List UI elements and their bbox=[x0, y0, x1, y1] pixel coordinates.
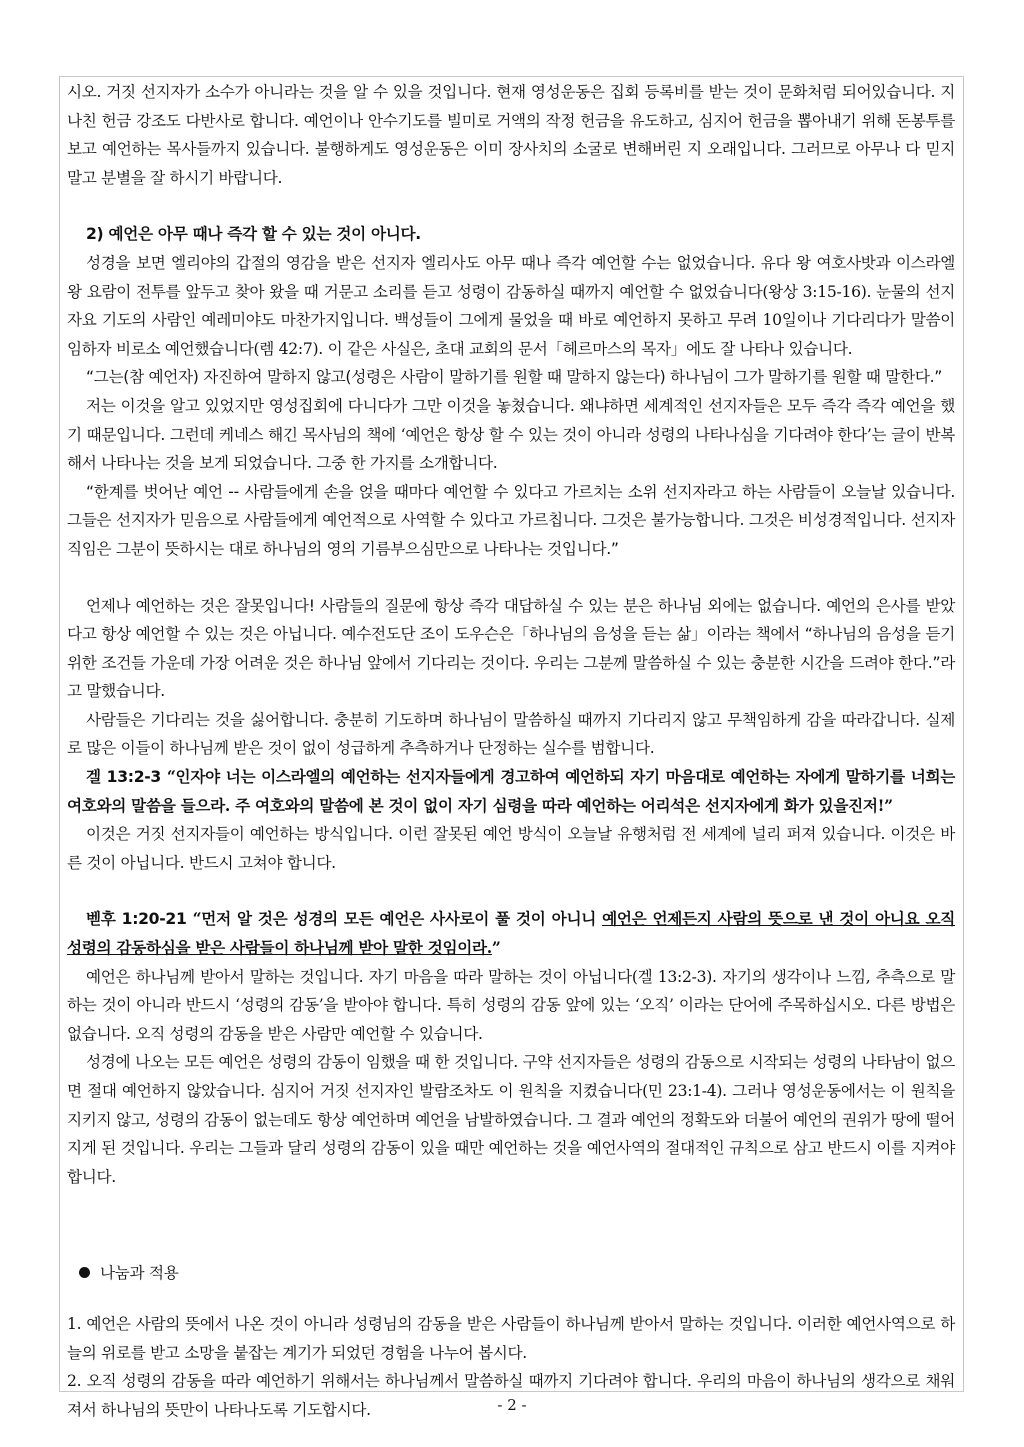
paragraph-all-prophecy: 성경에 나오는 모든 예언은 성령의 감동이 임했을 때 한 것입니다. 구약 선지자들은 성령의 감동으로 시작되는 성령의 나타남이 없으면 절대 예언하지 않았습니다. 심지어 거짓 선지자인 발람조차도 이 원칙을 지켰습니다(민 23:1-4). 그러나 영성운동에서는 이 원칙을 지키지 않고, 성령의 감동이 없는데도 항상 예언하며 예언을 남발하였습니다. 그 결과 예언의 정확도와 더불어 예언의 권위가 땅에 떨어지게 된 것입니다. 우리는 그들과 달리 성령의 감동이 있을 때만 예언하는 것을 예언사역의 절대적인 규칙으로 삼고 반드시 이를 지켜야 합니다. bbox=[67, 1053, 955, 1186]
question-1: 1. 예언은 사람의 뜻에서 나온 것이 아니라 성령님의 감동을 받은 사람들이 하나님께 받아서 말하는 것입니다. 이러한 예언사역으로 하늘의 위로를 받고 소망을 붙잡는 계기가 되었던 경험을 나누어 봅시다. bbox=[67, 1314, 955, 1362]
scripture-ref-ezekiel: 겔 13:2-3 bbox=[86, 768, 161, 787]
paragraph-always: 언제나 예언하는 것은 잘못입니다! 사람들의 질문에 항상 즉각 대답하실 수 있는 분은 하나님 외에는 없습니다. 예언의 은사를 받았다고 항상 예언할 수 있는 것은 아닙니다. 예수전도단 조이 도우슨은「하나님의 음성을 듣는 삶」이라는 책에서 “하나님의 음성을 듣기 위한 조건들 가운데 가장 어려운 것은 하나님 앞에서 기다리는 것이다. 우리는 그분께 말씀하실 수 있는 충분한 시간을 드려야 한다.”라고 말했습니다. bbox=[67, 596, 955, 701]
scripture-ref-peter: 벧후 1:20-21 bbox=[86, 910, 187, 929]
quote-hermas: “그는(참 예언자) 자진하여 말하지 않고(성령은 사람이 말하기를 원할 때 말하지 않는다) 하나님이 그가 말하기를 원할 때 말한다.” bbox=[86, 368, 943, 387]
sharing-heading bbox=[67, 1259, 955, 1288]
quote-hagin: “한계를 벗어난 예언 -- 사람들에게 손을 얹을 때마다 예언할 수 있다고 가르치는 소위 선지자라고 하는 사람들이 오늘날 있습니다. 그들은 선지자가 믿음으로 사람들에게 예언적으로 사역할 수 있다고 가르칩니다. 그것은 불가능합니다. 그것은 비성경적입니다. 선지자 직임은 그분이 뜻하시는 대로 하나님의 영의 기름부으심만으로 나타나는 것입니다.” bbox=[67, 482, 955, 558]
scripture-text-peter-underlined: 예언은 언제든지 사람의 뜻으로 낸 것이 아니요 오직 성령의 감동하심을 받은 사람들이 하나님께 받아 말한 것임이라. bbox=[67, 909, 955, 958]
spacer bbox=[67, 1191, 955, 1237]
scripture-text-ezekiel: “인자야 너는 이스라엘의 예언하는 선지자들에게 경고하여 예언하되 자기 마음대로 예언하는 자에게 말하기를 너희는 여호와의 말씀을 들으라. 주 여호와의 말씀에 본 것이 없이 자기 심령을 따라 예언하는 어리석은 선지자에게 화가 있을진저!” bbox=[67, 767, 956, 815]
scripture-text-peter-end: ” bbox=[491, 938, 501, 958]
section-heading-2: 2) 예언은 아무 때나 즉각 할 수 있는 것이 아니다. bbox=[86, 225, 421, 244]
scripture-ezekiel bbox=[67, 763, 955, 820]
sharing-title: 나눔과 적용 bbox=[100, 1264, 179, 1283]
bullet-icon bbox=[79, 1267, 90, 1278]
spacer bbox=[67, 877, 955, 905]
scripture-peter bbox=[67, 905, 955, 962]
paragraph-hagin: 저는 이것을 알고 있었지만 영성집회에 다니다가 그만 이것을 놓쳤습니다. 왜냐하면 세계적인 선지자들은 모두 즉각 즉각 예언을 했기 때문입니다. 그런데 케네스 해긴 목사님의 책에 ‘예언은 항상 할 수 있는 것이 아니라 성령의 나타나심을 기다려야 한다’는 글이 반복해서 나타나는 것을 보게 되었습니다. 그중 한 가지를 소개합니다. bbox=[67, 396, 955, 473]
paragraph-false-prophets: 이것은 거짓 선지자들이 예언하는 방식입니다. 이런 잘못된 예언 방식이 오늘날 유행처럼 전 세계에 널리 퍼져 있습니다. 이것은 바른 것이 아닙니다. 반드시 고쳐야 합니다. bbox=[67, 825, 955, 872]
paragraph-receive: 예언은 하나님께 받아서 말하는 것입니다. 자기 마음을 따라 말하는 것이 아닙니다(겔 13:2-3). 자기의 생각이나 느낌, 추측으로 말하는 것이 아니라 반드시 ‘성령의 감동’을 받아야 합니다. 특히 성령의 감동 앞에 있는 ‘오직’ 이라는 단어에 주목하십시오. 다른 방법은 없습니다. 오직 성령의 감동을 받은 사람만 예언할 수 있습니다. bbox=[67, 967, 955, 1043]
paragraph-intro: 시오. 거짓 선지자가 소수가 아니라는 것을 알 수 있을 것입니다. 현재 영성운동은 집회 등록비를 받는 것이 문화처럼 되어있습니다. 지나친 헌금 강조도 다반사로 합니다. 예언이나 안수기도를 빌미로 거액의 작정 헌금을 유도하고, 심지어 헌금을 뽑아내기 위해 돈봉투를 보고 예언하는 목사들까지 있습니다. 불행하게도 영성운동은 이미 장사치의 소굴로 변해버린 지 오래입니다. 그러므로 아무나 다 믿지 말고 분별을 잘 하시기 바랍니다. bbox=[67, 83, 955, 187]
paragraph-elisha: 성경을 보면 엘리야의 갑절의 영감을 받은 선지자 엘리사도 아무 때나 즉각 예언할 수는 없었습니다. 유다 왕 여호사밧과 이스라엘 왕 요람이 전투를 앞두고 찾아 왔을 때 거문고 소리를 듣고 성령이 감동하실 때까지 예언할 수 없었습니다(왕상 3:15-16). 눈물의 선지자요 기도의 사람인 예레미야도 마찬가지입니다. 백성들이 그에게 물었을 때 바로 예언하지 못하고 무려 10일이나 기다리다가 말씀이 임하자 비로소 예언했습니다(렘 42:7). 이 같은 사실은, 초대 교회의 문서「헤르마스의 목자」에도 잘 나타나 있습니다. bbox=[67, 253, 955, 358]
paragraph-people: 사람들은 기다리는 것을 싫어합니다. 충분히 기도하며 하나님이 말씀하실 때까지 기다리지 않고 무책임하게 감을 따라갑니다. 실제로 많은 이들이 하나님께 받은 것이 없이 성급하게 추측하거나 단정하는 실수를 범합니다. bbox=[67, 710, 955, 758]
page-number: - 2 - bbox=[497, 1396, 527, 1414]
document-body bbox=[67, 78, 955, 1424]
spacer bbox=[67, 564, 955, 592]
scripture-text-peter-a: “먼저 알 것은 성경의 모든 예언은 사사로이 풀 것이 아니니 bbox=[186, 909, 603, 929]
question-2: 2. 오직 성령의 감동을 따라 예언하기 위해서는 하나님께서 말씀하실 때까지 기다려야 합니다. 우리의 마음이 하나님의 생각으로 채워져서 하나님의 뜻만이 나타나도록 기도합시다. bbox=[67, 1372, 955, 1419]
